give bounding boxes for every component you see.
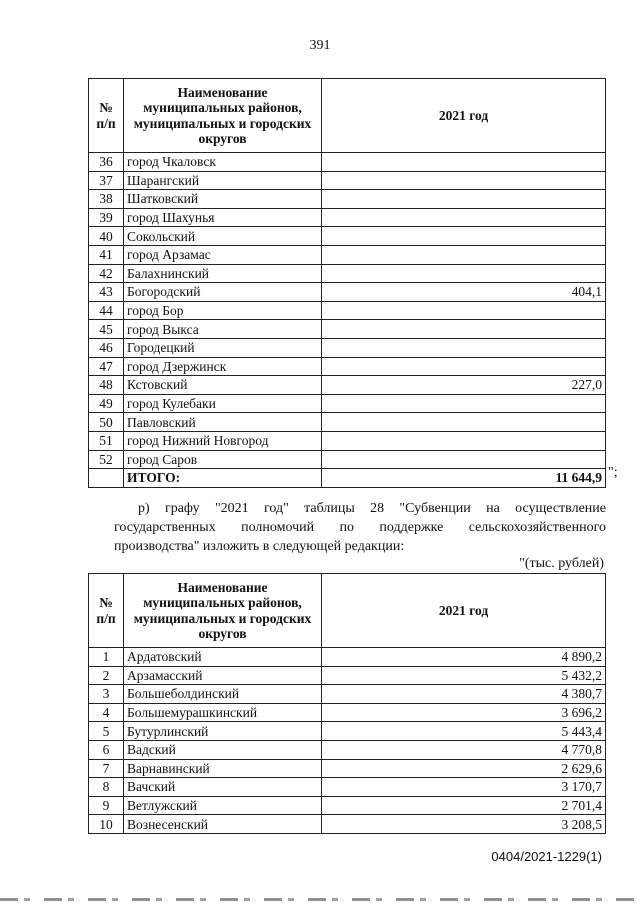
row-number: 42 [89,264,124,283]
table-row [89,815,606,834]
table-row [89,666,606,685]
table-row [89,190,606,209]
row-value [322,153,606,172]
table-row [89,685,606,704]
row-number: 43 [89,283,124,302]
row-number: 8 [89,778,124,797]
row-municipality: Шатковский [124,190,322,209]
row-municipality: город Нижний Новгород [124,431,322,450]
table-row [89,338,606,357]
scan-edge-artifact [0,898,640,901]
row-number: 2 [89,666,124,685]
header-year: 2021 год [322,574,606,648]
table-row [89,450,606,469]
total-value: 11 644,9 [322,469,606,488]
row-number: 44 [89,301,124,320]
table-row [89,778,606,797]
table-row [89,245,606,264]
row-number: 49 [89,394,124,413]
row-municipality: Ардатовский [124,648,322,667]
total-number-cell [89,469,124,488]
amendment-paragraph [114,499,606,556]
table-row [89,394,606,413]
row-municipality: Вознесенский [124,815,322,834]
row-municipality: город Чкаловск [124,153,322,172]
row-value [322,338,606,357]
row-value [322,171,606,190]
table-row [89,264,606,283]
row-number: 45 [89,320,124,339]
row-number: 3 [89,685,124,704]
row-municipality: Ветлужский [124,796,322,815]
row-municipality: Шарангский [124,171,322,190]
row-value: 3 208,5 [322,815,606,834]
table-row [89,357,606,376]
row-municipality: Бутурлинский [124,722,322,741]
row-number: 48 [89,376,124,395]
row-number: 52 [89,450,124,469]
row-value: 5 432,2 [322,666,606,685]
header-number: № п/п [89,79,124,153]
row-number: 6 [89,740,124,759]
paragraph-line: р) графу "2021 год" таблицы 28 "Субвенции на осуществление [138,501,606,516]
subvention-table [88,573,606,834]
row-value [322,357,606,376]
row-municipality: город Бор [124,301,322,320]
table-row [89,301,606,320]
allocation-table-continued [88,78,606,488]
row-municipality: Вадский [124,740,322,759]
row-number: 1 [89,648,124,667]
table-row [89,796,606,815]
row-number: 39 [89,208,124,227]
row-municipality: Большемурашкинский [124,703,322,722]
table-row [89,283,606,302]
row-municipality: город Саров [124,450,322,469]
table-row [89,153,606,172]
table-row [89,413,606,432]
closing-quote: "; [608,465,618,480]
row-number: 50 [89,413,124,432]
row-value [322,264,606,283]
row-municipality: Павловский [124,413,322,432]
header-year: 2021 год [322,79,606,153]
row-number: 10 [89,815,124,834]
row-value: 4 890,2 [322,648,606,667]
row-municipality: Городецкий [124,338,322,357]
table-row [89,648,606,667]
table-row [89,431,606,450]
row-municipality: город Дзержинск [124,357,322,376]
paragraph-line: производства" изложить в следующей редакции: [114,539,405,554]
row-value: 2 629,6 [322,759,606,778]
row-number: 38 [89,190,124,209]
paragraph-line: государственных полномочий по поддержке сельскохозяйственного [114,520,606,535]
row-municipality: Вачский [124,778,322,797]
row-municipality: город Выкса [124,320,322,339]
row-municipality: Балахнинский [124,264,322,283]
row-value [322,394,606,413]
row-value: 404,1 [322,283,606,302]
row-number: 51 [89,431,124,450]
table-row [89,227,606,246]
row-municipality: город Шахунья [124,208,322,227]
header-municipality: Наименование муниципальных районов, муниципальных и городских округов [124,574,322,648]
header-municipality: Наименование муниципальных районов, муниципальных и городских округов [124,79,322,153]
table-row [89,376,606,395]
row-number: 5 [89,722,124,741]
row-value [322,450,606,469]
row-number: 37 [89,171,124,190]
table-body [89,648,606,834]
table-row [89,740,606,759]
row-value [322,320,606,339]
row-value [322,190,606,209]
row-value: 3 170,7 [322,778,606,797]
table-row [89,759,606,778]
row-number: 41 [89,245,124,264]
header-number: № п/п [89,574,124,648]
row-value: 5 443,4 [322,722,606,741]
total-row [89,469,606,488]
row-value [322,301,606,320]
row-number: 40 [89,227,124,246]
row-number: 7 [89,759,124,778]
row-number: 4 [89,703,124,722]
row-municipality: Богородский [124,283,322,302]
table-row [89,171,606,190]
row-municipality: город Кулебаки [124,394,322,413]
row-value: 4 770,8 [322,740,606,759]
row-municipality: город Арзамас [124,245,322,264]
row-number: 9 [89,796,124,815]
row-municipality: Варнавинский [124,759,322,778]
row-municipality: Кстовский [124,376,322,395]
page-number: 391 [309,38,331,53]
row-value [322,208,606,227]
units-label: "(тыс. рублей) [519,556,604,571]
row-number: 36 [89,153,124,172]
row-municipality: Большеболдинский [124,685,322,704]
table-row [89,320,606,339]
table-body [89,153,606,469]
table-row [89,703,606,722]
row-value [322,245,606,264]
row-value: 4 380,7 [322,685,606,704]
row-value [322,413,606,432]
row-value: 227,0 [322,376,606,395]
row-municipality: Сокольский [124,227,322,246]
row-number: 46 [89,338,124,357]
row-value [322,431,606,450]
row-municipality: Арзамасский [124,666,322,685]
table-row [89,208,606,227]
row-value: 3 696,2 [322,703,606,722]
document-code: 0404/2021-1229(1) [491,849,602,864]
row-value [322,227,606,246]
total-label: ИТОГО: [124,469,322,488]
table-row [89,722,606,741]
row-value: 2 701,4 [322,796,606,815]
row-number: 47 [89,357,124,376]
